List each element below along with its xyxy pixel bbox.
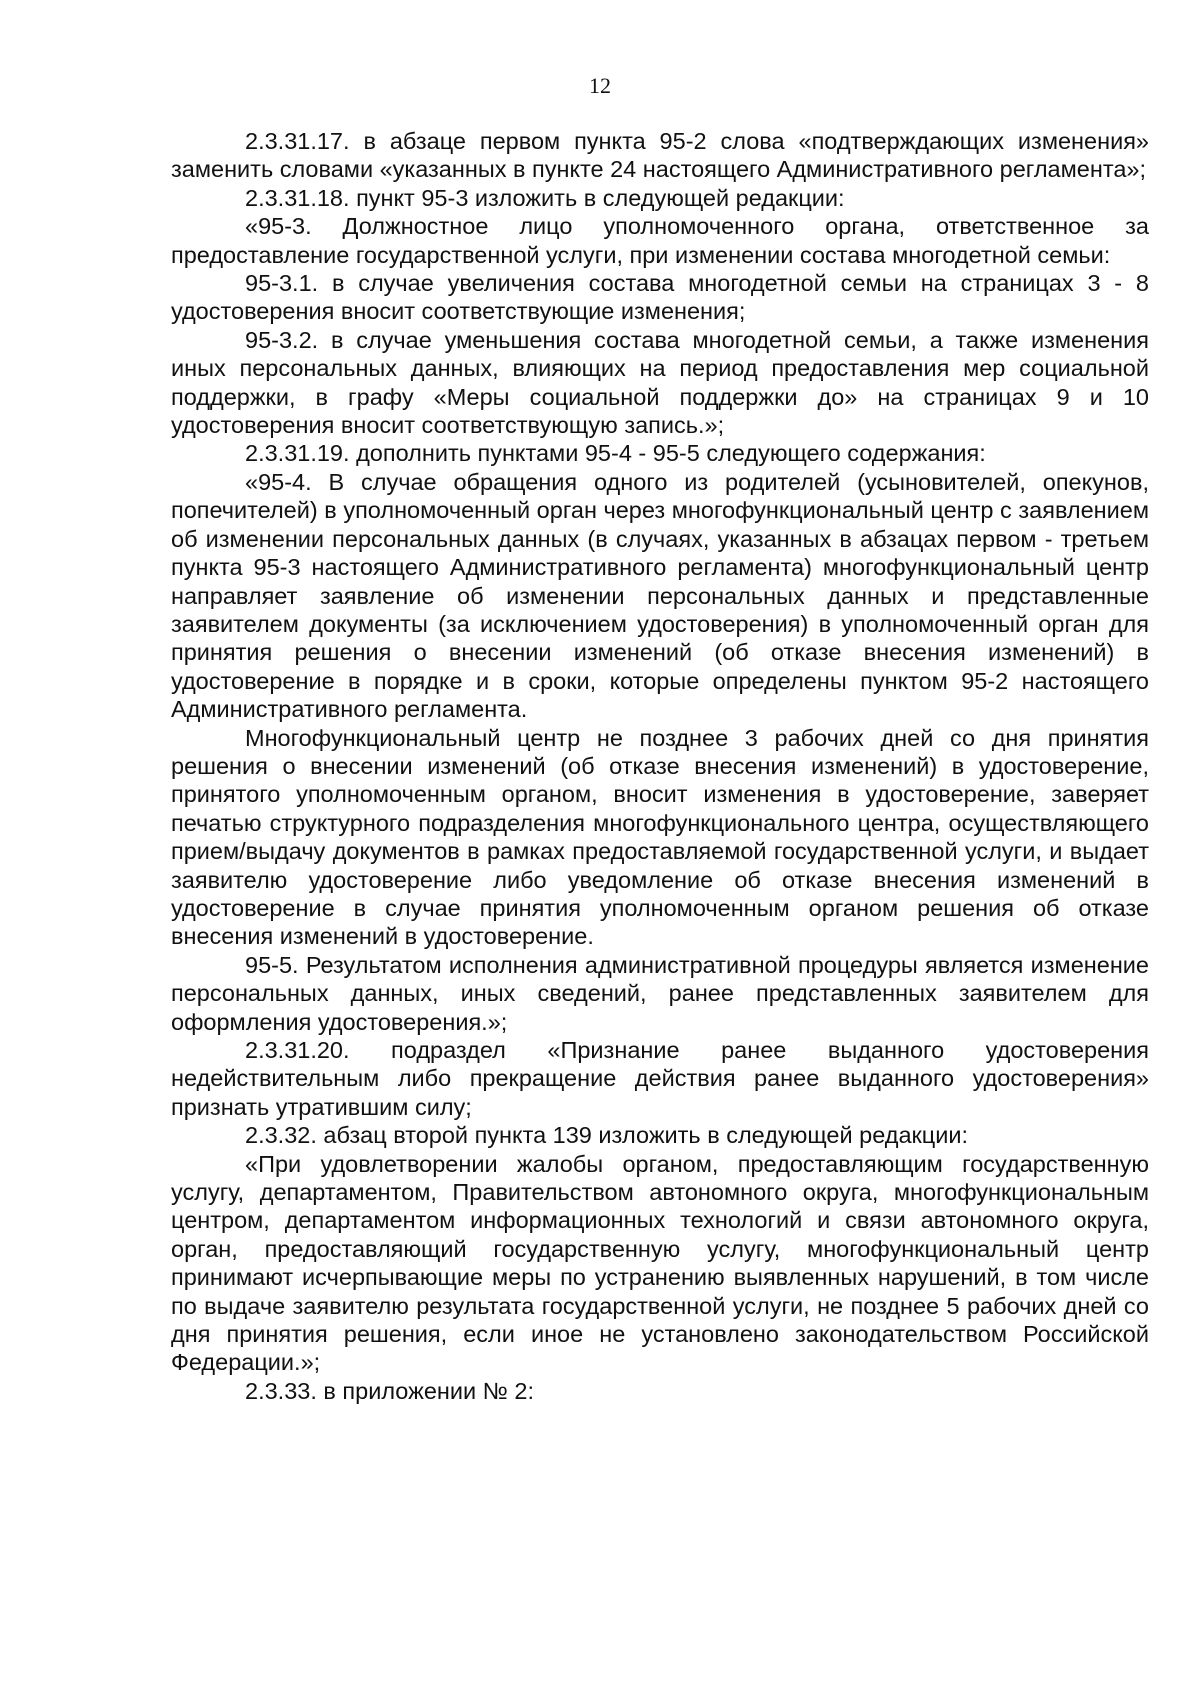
document-body (171, 127, 1149, 1405)
paragraph-2-3-31-19: 2.3.31.19. дополнить пунктами 95-4 - 95-5 следующего содержания: (245, 440, 986, 467)
paragraph-2-3-32: 2.3.32. абзац второй пункта 139 изложить в следующей редакции: (245, 1122, 969, 1149)
paragraph-95-5: 95-5. Результатом исполнения административной процедуры является изменение персональных данных, иных сведений, ранее представленных заявителем для оформления удостоверения.»; (171, 951, 1149, 1035)
paragraph-2-3-33: 2.3.33. в приложении № 2: (245, 1377, 534, 1404)
paragraph-95-3: «95-3. Должностное лицо уполномоченного органа, ответственное за предоставление государственной услуги, при изменении состава многодетной семьи: (171, 213, 1149, 268)
paragraph-mfc-deadline: Многофункциональный центр не позднее 3 рабочих дней со дня принятия решения о внесении изменений (об отказе внесения изменений) в удостоверение, принятого уполномоченным органом, вносит изменения в удостоверение, заверяет печатью структурного подразделения многофункционального центра, осуществляющего прием/выдачу документов в рамках предоставляемой государственной услуги, и выдает заявителю удостоверение либо уведомление об отказе внесения изменений в удостоверение в случае принятия уполномоченным органом решения об отказе внесения изменений в удостоверение. (171, 724, 1149, 950)
paragraph-2-3-31-17: 2.3.31.17. в абзаце первом пункта 95-2 слова «подтверждающих изменения» заменить словами «указанных в пункте 24 настоящего Административного регламента»; (171, 128, 1149, 183)
paragraph-95-3-1: 95-3.1. в случае увеличения состава многодетной семьи на страницах 3 - 8 удостоверения вносит соответствующие изменения; (171, 270, 1149, 325)
paragraph-2-3-31-18: 2.3.31.18. пункт 95-3 изложить в следующей редакции: (245, 184, 845, 211)
paragraph-2-3-31-20: 2.3.31.20. подраздел «Признание ранее выданного удостоверения недействительным либо прекращение действия ранее выданного удостоверения» признать утратившим силу; (171, 1037, 1149, 1120)
page-number: 12 (589, 73, 611, 98)
paragraph-95-3-2: 95-3.2. в случае уменьшения состава многодетной семьи, а также изменения иных персональных данных, влияющих на период предоставления мер социальной поддержки, в графу «Меры социальной поддержки до» на страницах 9 и 10 удостоверения вносит соответствующую запись.»; (171, 326, 1149, 439)
paragraph-95-4: «95-4. В случае обращения одного из родителей (усыновителей, опекунов, попечителей) в уполномоченный орган через многофункциональный центр с заявлением об изменении персональных данных (в случаях, указанных в абзацах первом - третьем пункта 95-3 настоящего Административного регламента) многофункциональный центр направляет заявление об изменении персональных данных и представленные заявителем документы (за исключением удостоверения) в уполномоченный орган для принятия решения о внесении изменений (об отказе внесения изменений) в удостоверение в порядке и в сроки, которые определены пунктом 95-2 настоящего Административного регламента. (171, 468, 1149, 723)
paragraph-complaint-satisfaction: «При удовлетворении жалобы органом, предоставляющим государственную услугу, департаментом, Правительством автономного округа, многофункциональным центром, департаментом информационных технологий и связи автономного округа, орган, предоставляющий государственную услугу, многофункциональный центр принимают исчерпывающие меры по устранению выявленных нарушений, в том числе по выдаче заявителю результата государственной услуги, не позднее 5 рабочих дней со дня принятия решения, если иное не установлено законодательством Российской Федерации.»; (171, 1150, 1149, 1376)
